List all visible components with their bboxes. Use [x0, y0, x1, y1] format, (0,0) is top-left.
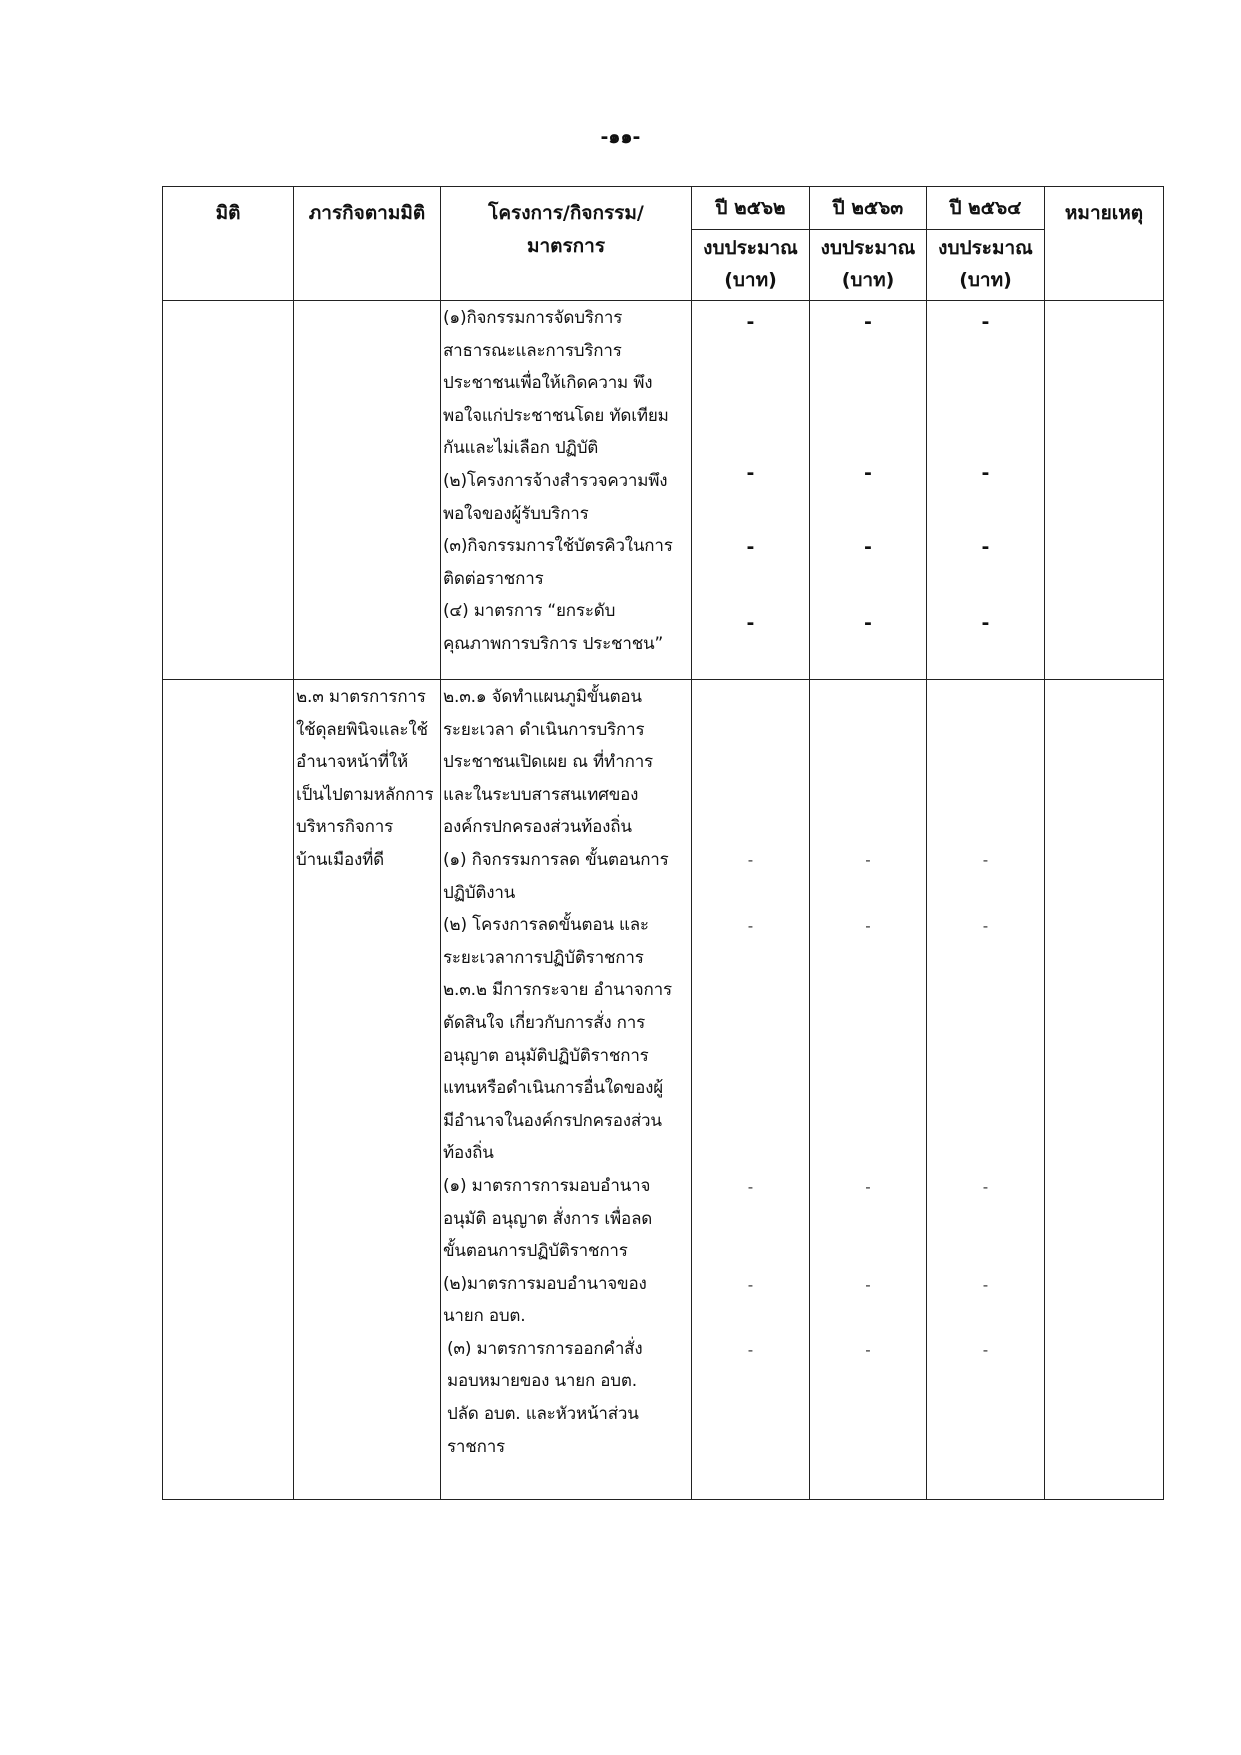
section1-budget-2564-cell	[927, 301, 1045, 680]
activity-line: องค์กรปกครองส่วนท้องถิ่น	[443, 817, 632, 838]
section2-mission-cell	[294, 680, 441, 1500]
activity-line: (๑) กิจกรรมการลด ขั้นตอนการ	[443, 849, 669, 870]
budget-value: -	[865, 1178, 871, 1197]
activity-line: ระยะเวลา ดำเนินการบริการ	[443, 719, 645, 740]
budget-value: -	[981, 461, 990, 484]
mission-line: เป็นไปตามหลักการ	[296, 784, 434, 805]
page-number: -๑๑-	[600, 126, 641, 148]
budget-value: -	[747, 1341, 754, 1360]
section1-row	[163, 301, 1164, 680]
budget-value: -	[981, 311, 990, 333]
activity-line: ประชาชนเพื่อให้เกิดความ พึง	[443, 373, 653, 394]
budget-value: -	[747, 1275, 754, 1294]
header-budget-2562: งบประมาณ (บาท)	[692, 230, 810, 301]
section2-budget-2562-cell	[692, 680, 810, 1500]
header-year-2564: ปี ๒๕๖๔	[927, 187, 1045, 230]
header-budget-2564: งบประมาณ (บาท)	[927, 230, 1045, 301]
activity-line: ท้องถิ่น	[443, 1143, 494, 1164]
activity-line: (๑)กิจกรรมการจัดบริการ	[443, 308, 623, 328]
activity-line: ปฏิบัติงาน	[443, 882, 516, 903]
activity-line: (๓) มาตรการการออกคำสั่ง	[447, 1338, 643, 1359]
budget-value: -	[982, 1341, 989, 1360]
activity-line: มีอำนาจในองค์กรปกครองส่วน	[443, 1110, 662, 1131]
activity-line: (๒)โครงการจ้างสำรวจความพึง	[443, 470, 668, 491]
header-year-2562: ปี ๒๕๖๒	[692, 187, 810, 230]
activity-line: (๓)กิจกรรมการใช้บัตรคิวในการ	[443, 536, 673, 557]
activity-line: แทนหรือดำเนินการอื่นใดของผู้	[443, 1078, 664, 1099]
budget-value: -	[746, 461, 755, 484]
activity-line: ตัดสินใจ เกี่ยวกับการสั่ง การ	[443, 1012, 646, 1033]
budget-value: -	[864, 536, 872, 559]
section2-row	[163, 680, 1164, 1500]
mission-line: ๒.๓ มาตรการการ	[296, 687, 426, 707]
activity-line: ราชการ	[447, 1436, 505, 1457]
header-dimension: มิติ	[163, 187, 294, 301]
activity-line: สาธารณะและการบริการ	[443, 340, 622, 361]
activity-line: ระยะเวลาการปฏิบัติราชการ	[443, 947, 644, 968]
budget-value: -	[747, 1178, 754, 1197]
section2-budget-2564-cell	[927, 680, 1045, 1500]
mission-line: บริหารกิจการ	[296, 817, 394, 838]
activity-line: ขั้นตอนการปฏิบัติราชการ	[443, 1241, 628, 1262]
activity-line: และในระบบสารสนเทศของ	[443, 784, 639, 805]
activity-line: อนุญาต อนุมัติปฏิบัติราชการ	[443, 1045, 649, 1066]
activity-line: คุณภาพการบริการ ประชาชน”	[443, 633, 664, 654]
activity-line: ติดต่อราชการ	[443, 568, 544, 589]
budget-value: -	[747, 916, 754, 935]
budget-value: -	[746, 611, 755, 634]
section1-dimension-cell	[163, 301, 294, 680]
activity-line: นายก อบต.	[443, 1306, 526, 1327]
activity-line: (๔) มาตรการ “ยกระดับ	[443, 601, 616, 622]
budget-value: -	[982, 916, 989, 935]
mission-line: อำนาจหน้าที่ให้	[296, 752, 408, 773]
budget-value: -	[982, 1275, 989, 1294]
activity-line: กันและไม่เลือก ปฏิบัติ	[443, 438, 599, 459]
budget-value: -	[865, 916, 871, 935]
section1-mission-cell	[294, 301, 441, 680]
section2-budget-2563-cell	[810, 680, 927, 1500]
activity-line: (๒)มาตรการมอบอำนาจของ	[443, 1273, 647, 1294]
budget-value: -	[982, 1178, 989, 1197]
activity-line: (๒) โครงการลดขั้นตอน และ	[443, 915, 649, 936]
activity-line: (๑) มาตรการการมอบอำนาจ	[443, 1175, 651, 1196]
header-budget-2563: งบประมาณ (บาท)	[810, 230, 927, 301]
budget-value: -	[865, 1341, 871, 1360]
activity-line: ปลัด อบต. และหัวหน้าส่วน	[447, 1404, 639, 1425]
budget-value: -	[982, 851, 989, 869]
section1-budget-2563-cell	[810, 301, 927, 680]
section2-remark-cell	[1045, 680, 1164, 1500]
budget-value: -	[746, 536, 755, 559]
plan-table	[162, 186, 1164, 1500]
header-year-2563: ปี ๒๕๖๓	[810, 187, 927, 230]
budget-value: -	[747, 851, 754, 869]
activity-line: พอใจของผู้รับบริการ	[443, 503, 589, 524]
budget-value: -	[864, 461, 872, 484]
header-project	[441, 187, 692, 301]
budget-value: -	[981, 611, 990, 634]
header-remark: หมายเหตุ	[1045, 187, 1164, 301]
header-project-line2: มาตรการ	[526, 235, 606, 257]
section2-activity-cell	[441, 680, 692, 1500]
activity-line: มอบหมายของ นายก อบต.	[447, 1371, 637, 1392]
budget-value: -	[981, 536, 990, 559]
activity-line: ๒.๓.๑ จัดทำแผนภูมิขั้นตอน	[443, 687, 642, 707]
section1-budget-2562-cell	[692, 301, 810, 680]
activity-line: อนุมัติ อนุญาต สั่งการ เพื่อลด	[443, 1208, 653, 1229]
header-project-line1: โครงการ/กิจกรรม/	[488, 202, 644, 224]
activity-line: ๒.๓.๒ มีการกระจาย อำนาจการ	[443, 980, 672, 1001]
budget-value: -	[865, 851, 871, 869]
budget-value: -	[864, 311, 872, 333]
header-mission: ภารกิจตามมิติ	[294, 187, 441, 301]
budget-value: -	[865, 1275, 871, 1294]
header-row-1	[163, 187, 1164, 230]
section1-remark-cell	[1045, 301, 1164, 680]
budget-value: -	[746, 311, 755, 333]
section1-activity-cell	[441, 301, 692, 680]
budget-value: -	[864, 611, 872, 634]
mission-line: ใช้ดุลยพินิจและใช้	[296, 719, 428, 740]
activity-line: พอใจแก่ประชาชนโดย ทัดเทียม	[443, 405, 669, 426]
section2-dimension-cell	[163, 680, 294, 1500]
mission-line: บ้านเมืองที่ดี	[296, 849, 384, 870]
activity-line: ประชาชนเปิดเผย ณ ที่ทำการ	[443, 752, 653, 773]
